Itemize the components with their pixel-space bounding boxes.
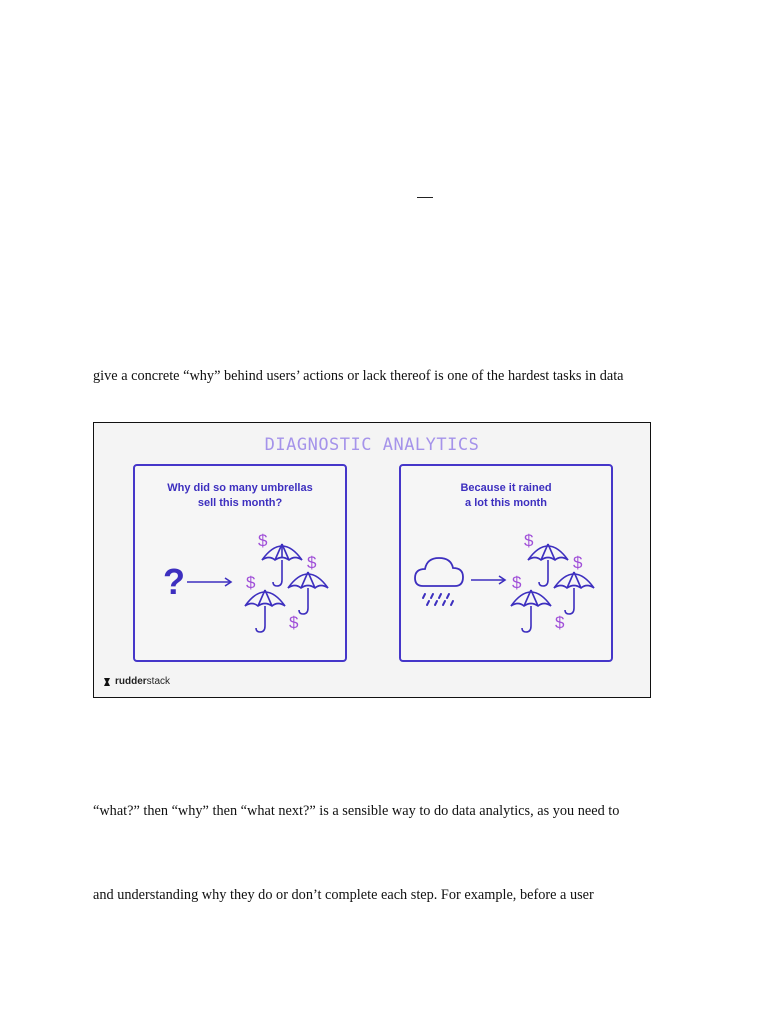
dollar-icon: $ xyxy=(573,553,583,572)
body-text-line-1: give a concrete “why” behind users’ actions or lack thereof is one of the hardest tasks in data xyxy=(93,368,624,384)
brand-name-bold: rudder xyxy=(115,676,147,687)
question-panel xyxy=(133,464,347,662)
body-text-line-2: “what?” then “why” then “what next?” is a sensible way to do data analytics, as you need to xyxy=(93,803,620,819)
rudderstack-brand xyxy=(103,676,170,687)
rudderstack-logo-icon xyxy=(103,677,111,687)
diagnostic-analytics-figure xyxy=(93,422,651,698)
brand-name-regular: stack xyxy=(146,676,171,687)
dollar-icon: $ xyxy=(555,613,565,632)
figure-title: DIAGNOSTIC ANALYTICS xyxy=(264,435,480,455)
arrow-right-icon xyxy=(187,578,231,586)
dollar-icon: $ xyxy=(307,553,317,572)
answer-illustration xyxy=(401,466,611,660)
dollar-icon: $ xyxy=(258,531,268,550)
dollar-icon: $ xyxy=(512,573,522,592)
separator-dash xyxy=(417,197,433,198)
question-caption-line-1: Why did so many umbrellas xyxy=(167,482,313,494)
answer-caption-line-2: a lot this month xyxy=(465,497,547,509)
question-caption-line-2: sell this month? xyxy=(197,497,283,509)
rain-cloud-icon xyxy=(415,558,463,605)
umbrella-icon xyxy=(554,572,594,614)
answer-panel xyxy=(399,464,613,662)
answer-caption-line-1: Because it rained xyxy=(460,482,552,494)
question-illustration xyxy=(135,466,345,660)
dollar-icon: $ xyxy=(524,531,534,550)
dollar-icon: $ xyxy=(289,613,299,632)
umbrella-icon xyxy=(511,590,551,632)
arrow-right-icon xyxy=(471,576,505,584)
umbrella-icon xyxy=(288,572,328,614)
question-mark-icon: ? xyxy=(163,561,185,602)
umbrella-icon xyxy=(245,590,285,632)
body-text-line-3: and understanding why they do or don’t complete each step. For example, before a user xyxy=(93,887,594,903)
dollar-icon: $ xyxy=(246,573,256,592)
